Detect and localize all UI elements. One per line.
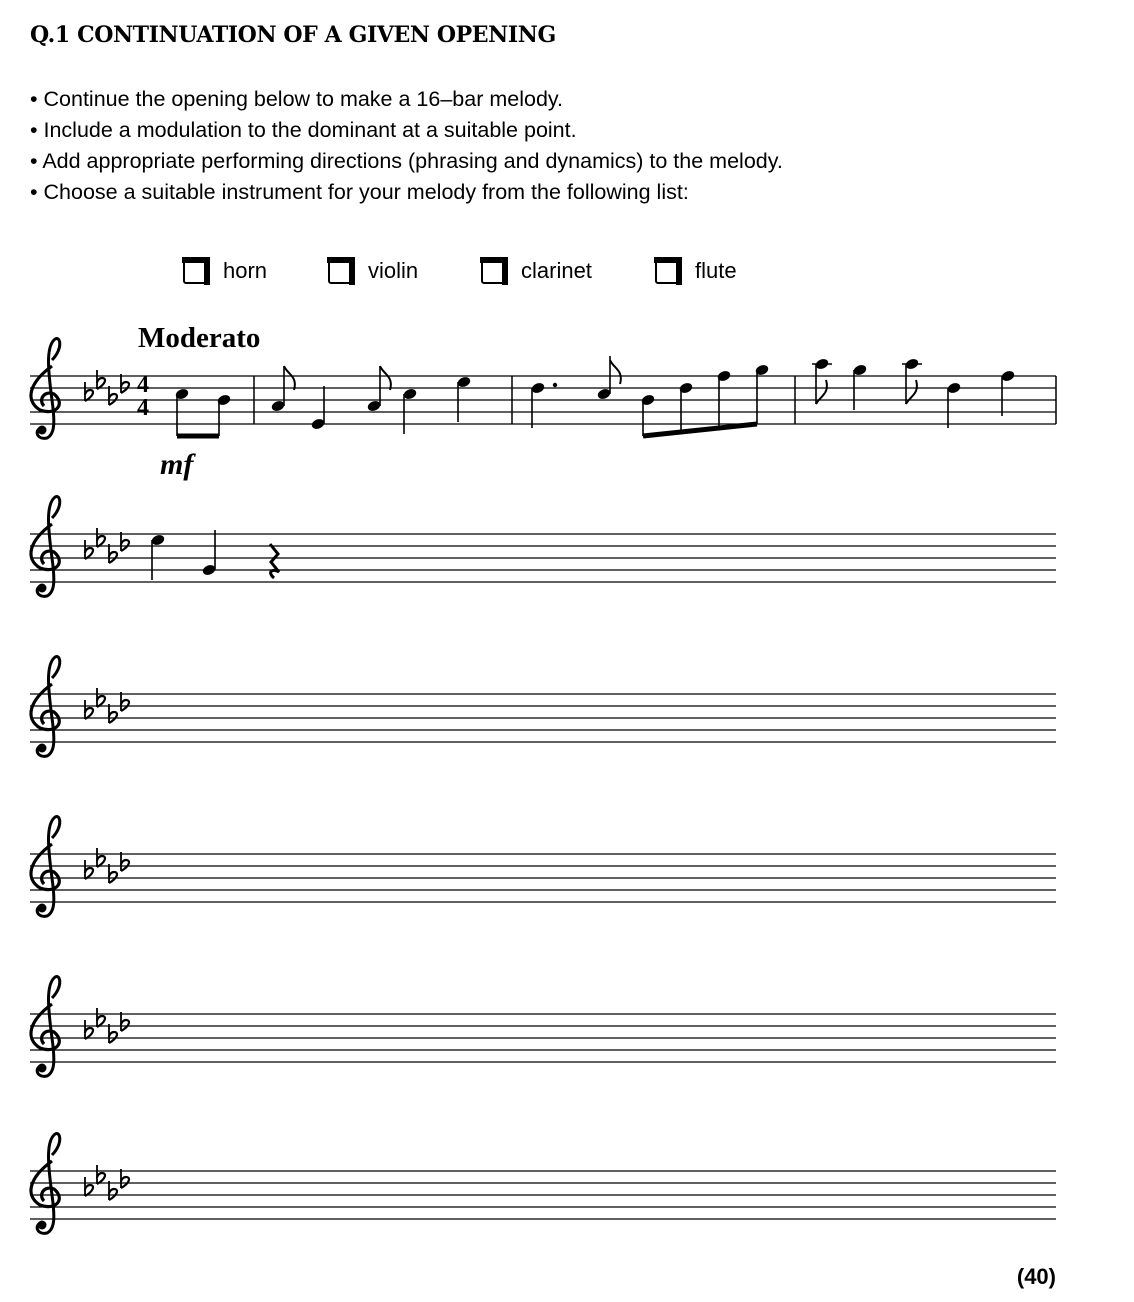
svg-text:4: 4	[137, 395, 149, 421]
question-title: Q.1 CONTINUATION OF A GIVEN OPENING	[30, 22, 556, 48]
instrument-label: flute	[695, 258, 737, 283]
instrument-label: clarinet	[521, 258, 592, 283]
staff-4	[30, 817, 1056, 917]
instruction-1: • Continue the opening below to make a 16–bar melody.	[30, 87, 564, 111]
staff-1	[30, 339, 1056, 481]
instrument-label: horn	[223, 258, 268, 283]
staff-2	[30, 497, 1056, 597]
marks-total: (40)	[1016, 1264, 1056, 1289]
tempo-marking: Moderato	[138, 322, 261, 354]
quarter-rest-icon	[270, 544, 279, 578]
time-signature	[137, 372, 149, 421]
instrument-label: violin	[368, 258, 419, 283]
staff-5	[30, 977, 1056, 1077]
instruction-4: • Choose a suitable instrument for your melody from the following list:	[30, 180, 689, 204]
dynamic-marking: mf	[160, 448, 194, 481]
svg-text:4: 4	[137, 372, 149, 398]
staff-6	[30, 1134, 1056, 1234]
staff-3	[30, 657, 1056, 757]
instruction-2: • Include a modulation to the dominant at a suitable point.	[30, 118, 577, 142]
instruction-3: • Add appropriate performing directions (phrasing and dynamics) to the melody.	[30, 149, 783, 173]
